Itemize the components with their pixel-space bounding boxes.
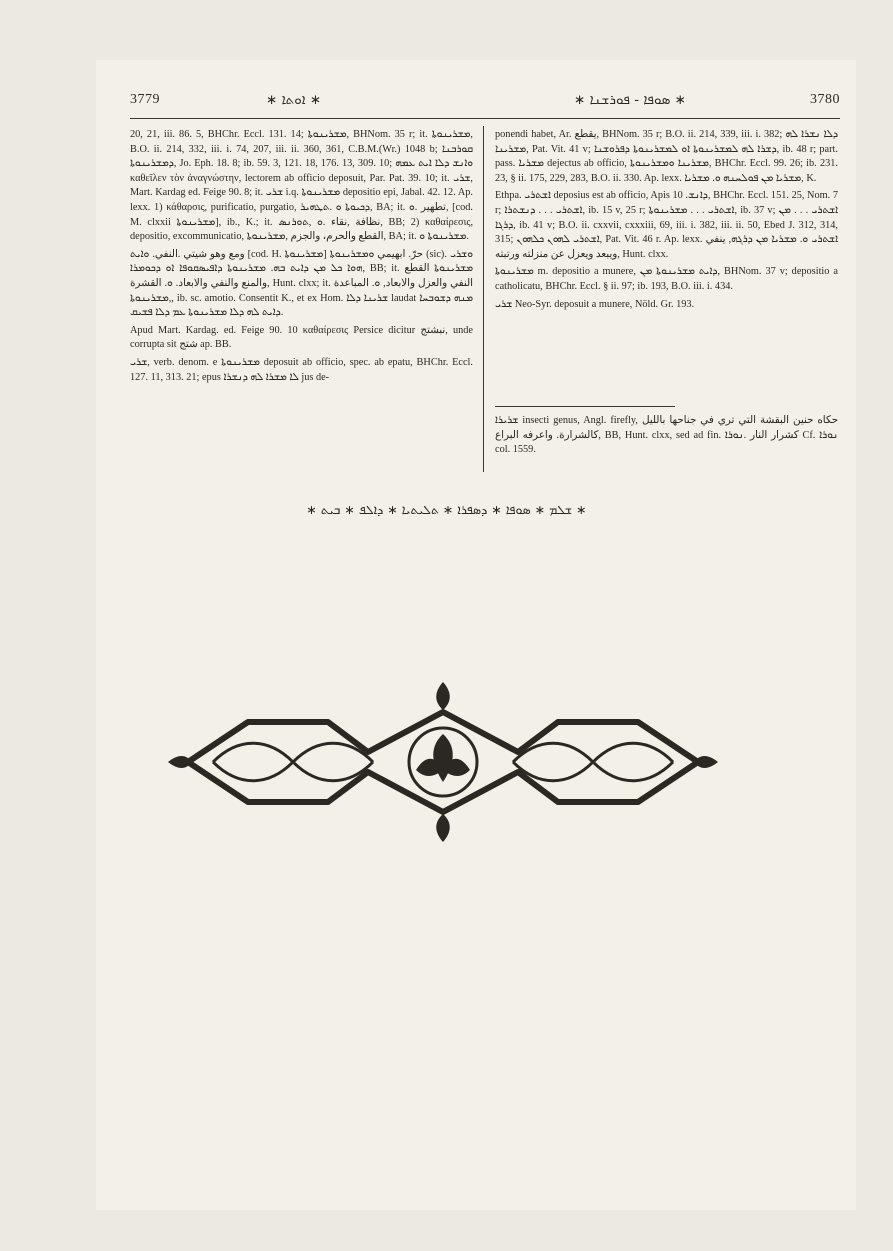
ornament-center	[416, 734, 470, 782]
left-running-head: ∗ ܐܘܬܐ ∗	[266, 92, 322, 108]
section-separator	[495, 406, 675, 407]
colophon: ∗ ܫܠܡ ∗ ܣܘܦܐ ∗ ܕܣܦܪܐ ∗ ܬܠܝܬܝܐ ∗ ܕܐܠܦ ∗ ܒܝܬ ∗	[306, 502, 587, 517]
right-column-final-entry	[495, 414, 838, 470]
right-paragraph: ponendi habet, Ar. يقطع, BHNom. 35 r; B.O. ii. 214, 339, iii. i. 382; ܕܠܐ ܢܫܪܐ ܠܗ ܡܫܪܝܢܐ, Pat. Vit. 41 v; ܕܫܪܐ ܠܗ ܠܡܫܪܝܢܘܬܐ ܐܘ ܠܡܫܪܝܢܘܬܐ ܕܦܪܘܫܢܐ, ib. 48 r; part. pass. ܡܫܪܝܐ dejectus ab officio, ܡܫܪܝܢܐ ܘܡܫܪܝܢܘܬܐ, BHChr. Eccl. 99. 26; ib. 231. 23, § ii. 175, 229, 283, B.O. ii. 330. Ap. lexx. ܡܫܪܝܐ ܡܢ ܦܘܠܚܢܗ ܘ. ܡܫܪܝܐ, K.	[495, 129, 838, 184]
right-column	[495, 128, 838, 340]
right-page-number: 3780	[810, 92, 840, 107]
header-rule	[130, 118, 840, 119]
left-paragraph: 20, 21, iii. 86. 5, BHChr. Eccl. 131. 14; ܡܫܪܝܢܘܬܐ, BHNom. 35 r; it. ܡܫܪܝܢܘܬܐ, B.O. ii. 214, 332, iii. i. 74, 207, iii. ii. 360, 361, C.B.M.(Wr.) 1048 b; ܩܘܪܒܢܐ ܕܡܫܪܝܢܘܬܐ, Jo. Eph. 18. 8; ib. 59. 3, 121. 18, 176. 13, 309. 10; ܘܐܢܫ ܕܠܐ ܐܝܬ ܥܡܗ καθεῖλεν τὸν ἀναγνώστην, lectorem ab officio deposuit, Par. Pat. 39. 10; it. ܫܪܝ, Mart. Kardag ed. Feige 90. 8; it. ܫܪܝ i.q. ܡܫܪܝܢܘܬܐ depositio epi, Jabal. 42. 12. Ap. lexx. 1) κάθαρσις, purificatio, purgatio, ܕܟܝܘܬܐ ܘ .ܬܛܗܝܪ, BA; it. تطهير .ܘ, [cod. M. clxxii ܡܫܪܝܢܘܬܐ], ib., K.; it. نظافة ,نقاء .ܘ ,ܬܘܪܢܣ, BB; 2) καθαίρεσις, depositio, excommunicatio, القطع والحرم، والجزم ,ܡܫܪܝܢܘܬܐ, BA; it. ܡܫܪܝܢܘܬܐ ܘ.	[130, 129, 473, 243]
right-paragraph: ܫܪܝ Neo-Syr. deposuit a munere, Nöld. Gr. 193.	[495, 298, 695, 310]
right-paragraph: ܡܫܪܝܢܘܬܐ m. depositio a munere, ܕܐܝܬ ܡܫܪܝܢܘܬܐ ܡܢ, BHNom. 37 v; depositio a catholicatu, BHChr. Eccl. § ii. 97; ib. 193, B.O. iii. i. 434.	[495, 266, 838, 292]
left-column	[130, 128, 473, 468]
left-paragraph: ܫܪܝ, verb. denom. e ܡܫܪܝܢܘܬܐ deposuit ab officio, spec. ab epatu, BHChr. Eccl. 127. 11, 313. 21; epus ܠܐ ܡܫܪܐ ܠܗ ܕܢܫܪܐ jus de-	[130, 356, 473, 383]
left-page-number: 3779	[130, 92, 160, 107]
right-final-paragraph: ܫܪܝܪܐ insecti genus, Angl. firefly, حكاه حنين البقشة التي تري في جناحها بالليل كالشرارة. واعرفه البراع, BB, Hunt. clxx, sed ad fin. كشرار النار .ܢܘܪܐ Cf. ܢܘܪܐ col. 1559.	[495, 415, 838, 456]
right-paragraph: Ethpa. ܐܫܬܪܝ deposius est ab officio, Apis ܕܐܢܫ. 10, BHChr. Eccl. 151. 25, Nom. 7 r; ܐܫܬܪܝ . . . ܕܢܫܬܪܐ, ib. 15 v, 25 r; ܐܫܬܪܝ . . . ܡܫܪܝܢܘܬܐ, ib. 37 v; ܐܫܬܪܝ . . . ܡܢ ܕܪܓܐ, ib. 41 v; B.O. ii. cxxvii, cxxxiii, 69, iii. i. 382, iii. ii. 50, Ebed J. 312, 314, 315; ܐܫܬܪܝ ܠܗܘܢ ܟܠܗܘܢ, Pat. Vit. 46 r. Ap. lexx. ܐܫܬܪܝ ܘ. ܡܫܪܝܐ ܡܢ ܕܪܓܗ, ينفي ويبعد ويعزل عن منزلته ورتبته, Hunt. clxx.	[495, 190, 838, 260]
column-divider	[483, 126, 484, 472]
right-running-head: ∗ ܣܘܦܐ - ܦܘܪܫܢܐ ∗	[574, 92, 686, 108]
knotwork-ornament	[168, 682, 718, 842]
left-paragraph: Apud Mart. Kardag. ed. Feige 90. 10 καθαίρεσις Persice dicitur نبشتج, unde corrupta sit شتج ap. BB.	[130, 324, 473, 351]
left-paragraph: ومع وهو شيتي .النفي. ܘܐܝܬ [cod. H. ܡܫܪܝܢܘܬܐ] حرّ. ابهيمي ܘܡܫܪܝܢܘܬܐ (sic). ܘܫܪܝ ܗܘܐ ܟܠ ܡܢ ܕܐܝܬ ܒܗ. ܡܫܪܝܢܘܬܐ ܕܐܦܝܣܩܘܦܐ ܐܘ ܕܟܘܡܪܐ, BB; it. ܡܫܪܝܢܘܬܐ القطع والمنع والنفي والابعاد. ܘ. القشرة, Hunt. clxx; it. النفي والعزل والابعاد, ܘ. المباعدة ,ܡܫܪܝܢܘܬܐ, ib. sc. amotio. Consentit K., et ex Hom. ܫܪܝܢܐ ܕܠܐ laudat ܡܢܗ ܕܫܘܒܚܐ ܕܐܝܬ ܠܗ ܕܠܐ ܡܫܪܝܢܘܬܐ ܥܡ ܕܠܐ ܦܫܝܩ.	[130, 248, 473, 319]
